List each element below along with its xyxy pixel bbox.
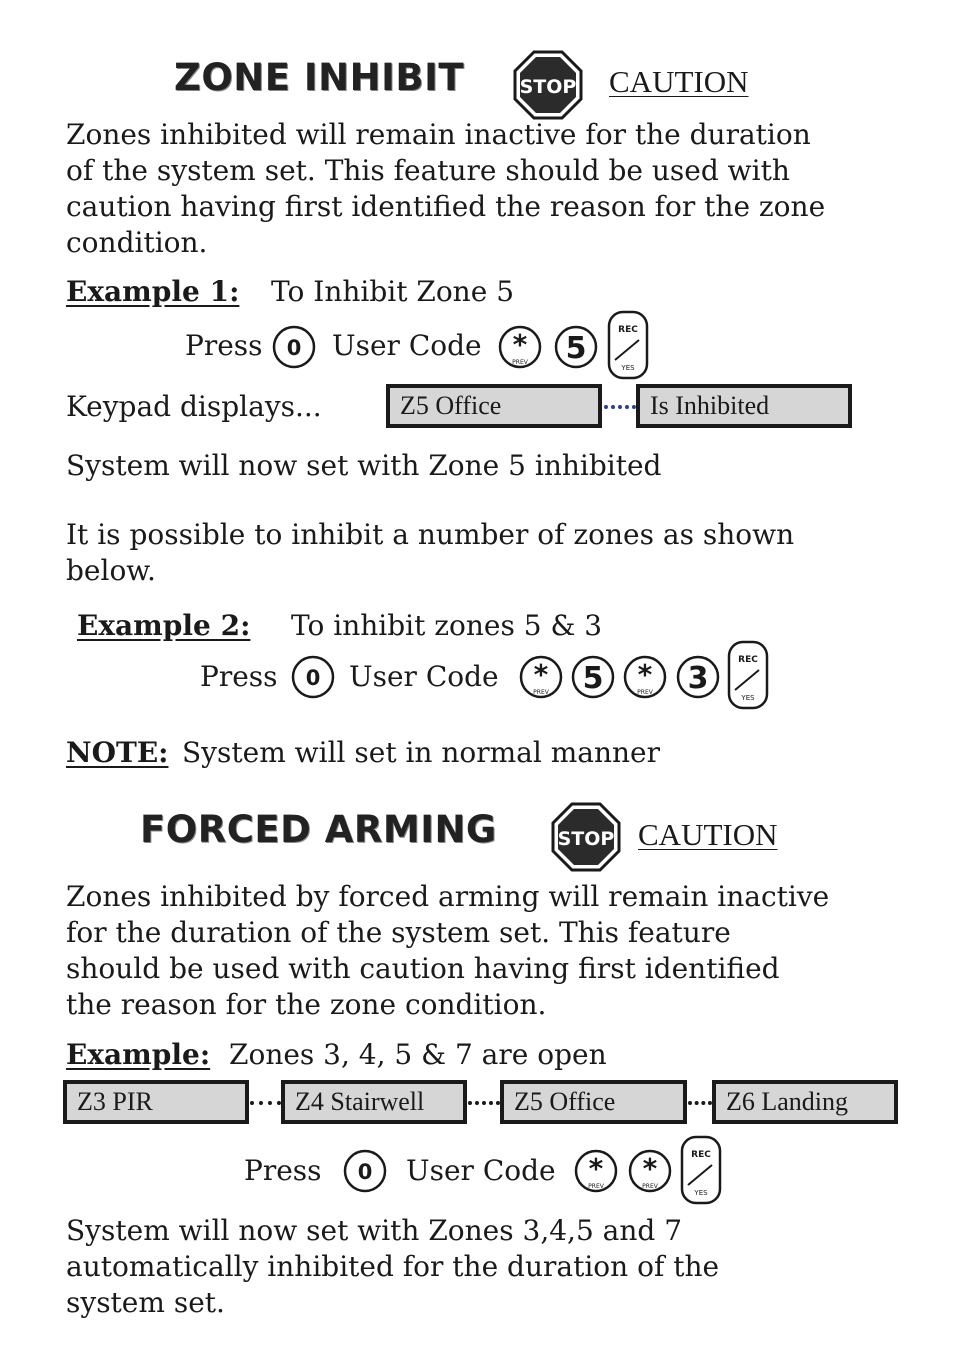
svg-text:*: *	[533, 658, 549, 691]
key-zero-icon	[290, 654, 336, 700]
forced-arming-intro-line-2: for the duration of the system set. This feature	[66, 916, 731, 949]
svg-text:0: 0	[357, 1160, 373, 1184]
zone-inhibit-heading: ZONE INHIBIT	[174, 56, 465, 99]
example2-user-code: User Code	[349, 660, 499, 693]
example2-text: To inhibit zones 5 & 3	[291, 609, 603, 642]
svg-text:*: *	[512, 328, 528, 361]
key-rec-yes-icon	[727, 640, 769, 710]
forced-example-label: Example:	[66, 1038, 211, 1071]
svg-text:REC: REC	[738, 655, 758, 665]
example2-press: Press	[200, 660, 278, 693]
note-label: NOTE:	[66, 736, 169, 769]
svg-text:PREV: PREV	[588, 1183, 604, 1190]
example2-label: Example 2:	[77, 609, 251, 642]
svg-text:*: *	[588, 1152, 604, 1185]
svg-text:PREV: PREV	[512, 359, 528, 366]
key-three-icon	[675, 654, 721, 700]
key-rec-yes-icon	[680, 1135, 722, 1205]
stop-sign-icon	[513, 50, 583, 120]
svg-text:PREV: PREV	[637, 689, 653, 696]
example1-result: System will now set with Zone 5 inhibited	[66, 449, 662, 482]
forced-arming-heading: FORCED ARMING	[140, 808, 497, 851]
lcd-display-z5-office: Z5 Office	[386, 384, 602, 428]
key-zero-icon	[342, 1148, 388, 1194]
multi-zone-line-1: It is possible to inhibit a number of zones as shown	[66, 518, 795, 551]
note-text: System will set in normal manner	[182, 736, 660, 769]
keypad-displays-label: Keypad displays...	[66, 390, 322, 423]
svg-text:REC: REC	[618, 325, 638, 335]
forced-arming-intro-line-1: Zones inhibited by forced arming will remain inactive	[66, 880, 830, 913]
svg-text:PREV: PREV	[642, 1183, 658, 1190]
key-star-prev-icon	[497, 324, 543, 370]
forced-result-line-3: system set.	[66, 1286, 225, 1319]
example1-press: Press	[185, 329, 263, 362]
forced-result-line-1: System will now set with Zones 3,4,5 and 7	[66, 1214, 683, 1247]
svg-text:0: 0	[305, 666, 321, 690]
stop-sign-label: STOP	[519, 76, 577, 98]
svg-text:YES: YES	[621, 364, 635, 372]
lcd-display-z4-stairwell: Z4 Stairwell	[281, 1080, 467, 1124]
example1-label: Example 1:	[66, 275, 240, 308]
lcd-display-z5-office: Z5 Office	[500, 1080, 687, 1124]
key-star-prev-icon	[622, 654, 668, 700]
zone-inhibit-intro-line-2: of the system set. This feature should be used with	[66, 154, 790, 187]
lcd-display-z6-landing: Z6 Landing	[712, 1080, 898, 1124]
svg-text:0: 0	[286, 336, 302, 360]
key-star-prev-icon	[518, 654, 564, 700]
key-rec-yes-icon	[607, 310, 649, 380]
svg-text:YES: YES	[741, 694, 755, 702]
stop-sign-label: STOP	[557, 828, 615, 850]
display-connector-dots	[250, 1101, 281, 1105]
forced-result-line-2: automatically inhibited for the duration of the	[66, 1250, 720, 1283]
svg-text:PREV: PREV	[533, 689, 549, 696]
forced-arming-intro-line-3: should be used with caution having first identified	[66, 952, 780, 985]
example1-text: To Inhibit Zone 5	[271, 275, 515, 308]
lcd-display-is-inhibited: Is Inhibited	[636, 384, 852, 428]
key-star-prev-icon	[627, 1148, 673, 1194]
display-connector-dots	[604, 405, 636, 409]
key-zero-icon	[271, 324, 317, 370]
forced-example-press: Press	[244, 1154, 322, 1187]
stop-sign-icon	[551, 802, 621, 872]
forced-example-text: Zones 3, 4, 5 & 7 are open	[229, 1038, 607, 1071]
display-connector-dots	[468, 1101, 500, 1105]
zone-inhibit-intro-line-3: caution having first identified the reason for the zone	[66, 190, 826, 223]
svg-text:5: 5	[565, 331, 587, 366]
svg-text:3: 3	[687, 661, 709, 696]
zone-inhibit-intro-line-4: condition.	[66, 226, 208, 259]
zone-inhibit-intro-line-1: Zones inhibited will remain inactive for the duration	[66, 118, 811, 151]
svg-text:*: *	[642, 1152, 658, 1185]
key-five-icon	[570, 654, 616, 700]
forced-arming-caution: CAUTION	[638, 817, 778, 852]
multi-zone-line-2: below.	[66, 554, 156, 587]
svg-text:*: *	[637, 658, 653, 691]
key-star-prev-icon	[573, 1148, 619, 1194]
example1-user-code: User Code	[332, 329, 482, 362]
key-five-icon	[553, 324, 599, 370]
svg-text:YES: YES	[694, 1189, 708, 1197]
lcd-display-z3-pir: Z3 PIR	[63, 1080, 249, 1124]
display-connector-dots	[688, 1101, 712, 1105]
zone-inhibit-caution: CAUTION	[609, 64, 749, 99]
svg-text:5: 5	[582, 661, 604, 696]
forced-arming-intro-line-4: the reason for the zone condition.	[66, 988, 547, 1021]
svg-text:REC: REC	[691, 1150, 711, 1160]
forced-example-user-code: User Code	[406, 1154, 556, 1187]
